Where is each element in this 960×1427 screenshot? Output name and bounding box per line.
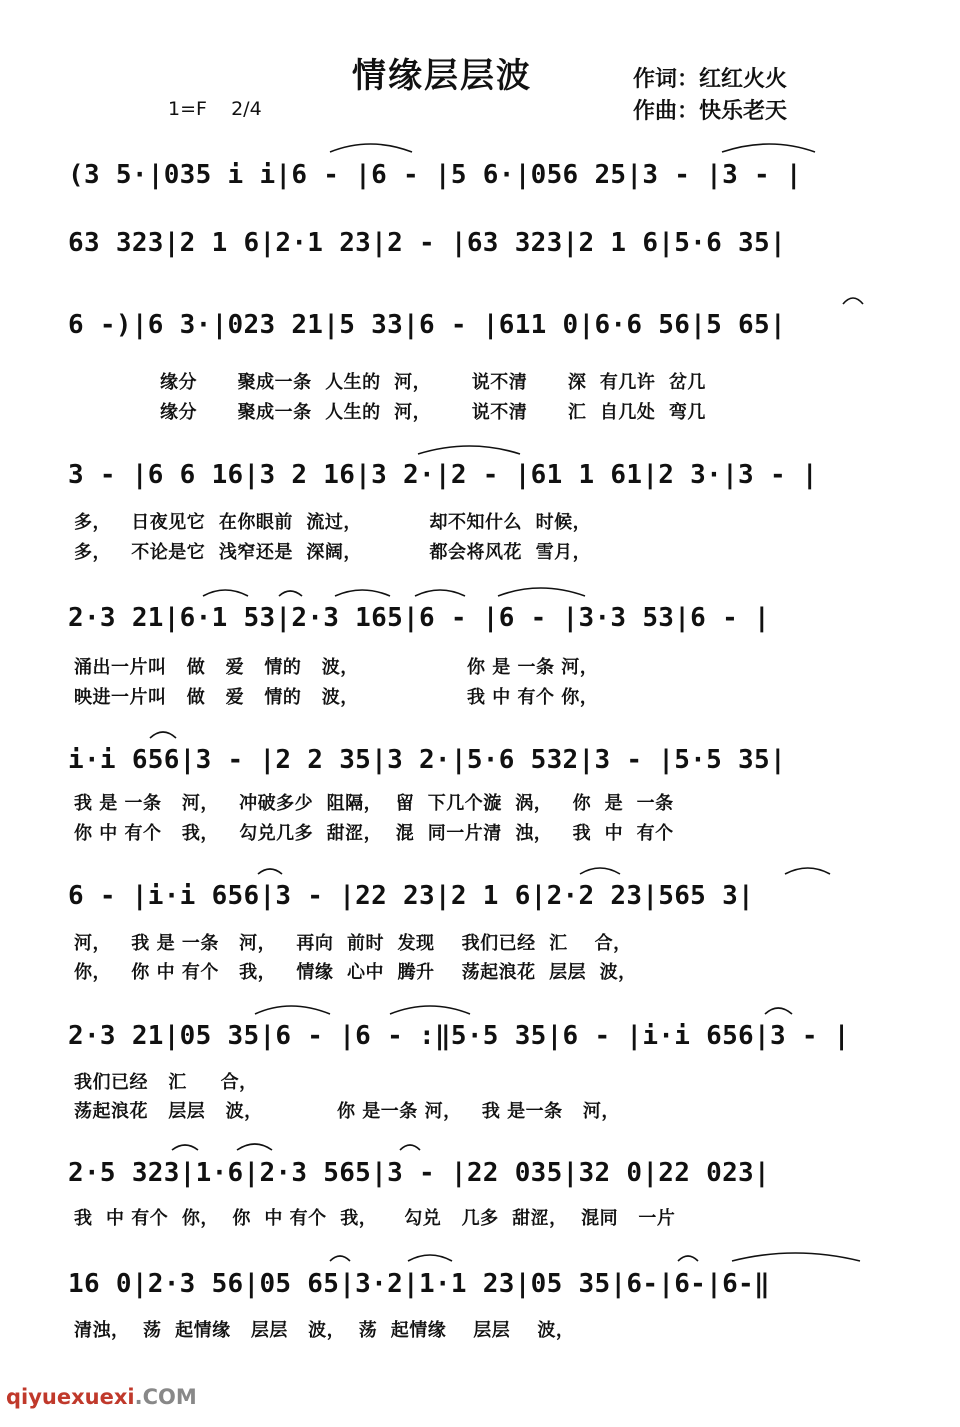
lyric-line: 我 中 有个 你， 你 中 有个 我， 勾兑 几多 甜涩， 混同 一片	[74, 1208, 676, 1229]
slur	[722, 144, 815, 152]
notation-row-7: 6 - |i·i 656|3 - |22 23|2 1 6|2·2 23|565 3|	[68, 881, 754, 911]
notation-row-10: 16 0|2·3 56|05 65|3·2|1·1 23|05 35|6-|6-|6-‖	[68, 1269, 770, 1299]
lyric-line: 映进一片叫 做 爱 情的 波， 我 中 有个 你，	[74, 687, 599, 708]
notation-row-2: 63 323|2 1 6|2·1 23|2 - |63 323|2 1 6|5·6 35|	[68, 228, 786, 258]
lyric-line: 缘分 聚成一条 人生的 河， 说不清 深 有几许 岔几	[160, 372, 706, 393]
slur	[843, 298, 863, 304]
notation-row-3: 6 -)|6 3·|023 21|5 33|6 - |611 0|6·6 56|5 65|	[68, 310, 786, 340]
lyric-line: 多， 日夜见它 在你眼前 流过， 却不知什么 时候，	[74, 512, 592, 533]
slur	[258, 869, 282, 874]
slur	[408, 1255, 452, 1261]
lyric-line: 缘分 聚成一条 人生的 河， 说不清 汇 自几处 弯几	[160, 402, 706, 423]
slur	[279, 591, 302, 596]
site-watermark	[6, 1385, 197, 1409]
lyric-line: 河， 我 是 一条 河， 再向 前时 发现 我们已经 汇 合，	[74, 933, 632, 954]
slur	[335, 590, 390, 596]
notation-row-9: 2·5 323|1·6|2·3 565|3 - |22 035|32 0|22 023|	[68, 1158, 770, 1188]
slur	[203, 590, 248, 596]
lyric-line: 我 是 一条 河， 冲破多少 阻隔， 留 下几个漩 涡， 你 是 一条	[74, 793, 674, 814]
lyric-line: 我们已经 汇 合，	[74, 1072, 258, 1093]
composer-credit: 作曲：快乐老天	[633, 99, 788, 124]
slur	[150, 732, 176, 738]
slur	[390, 1006, 470, 1014]
lyric-line: 你， 你 中 有个 我， 情缘 心中 腾升 荡起浪花 层层 波，	[74, 962, 637, 983]
notation-row-4: 3 - |6 6 16|3 2 16|3 2·|2 - |61 1 61|2 3·|3 - |	[68, 460, 818, 490]
lyric-line: 多， 不论是它 浅窄还是 深阔， 都会将风花 雪月，	[74, 542, 592, 563]
slur	[765, 1008, 792, 1014]
slur	[678, 1256, 698, 1261]
slur	[415, 590, 465, 596]
notation-row-6: i·i 656|3 - |2 2 35|3 2·|5·6 532|3 - |5·5 35|	[68, 745, 786, 775]
watermark-domain: .COM	[134, 1385, 197, 1409]
slur	[400, 1145, 420, 1150]
notation-row-1: (3 5·|035 i i|6 - |6 - |5 6·|056 25|3 - |3 - |	[68, 160, 802, 190]
key-time-signature: 1=F 2/4	[168, 98, 262, 120]
lyric-line: 涌出一片叫 做 爱 情的 波， 你 是 一条 河，	[74, 657, 599, 678]
slur	[580, 868, 620, 874]
lyric-line: 你 中 有个 我， 勾兑几多 甜涩， 混 同一片清 浊， 我 中 有个	[74, 823, 674, 844]
slur	[172, 1145, 198, 1150]
slur	[732, 1253, 860, 1261]
slur	[498, 588, 585, 596]
slur	[330, 144, 412, 152]
slur	[330, 1256, 350, 1261]
page-title: 情缘层层波	[352, 56, 532, 96]
slur	[255, 1006, 330, 1014]
slur	[785, 868, 830, 874]
lyric-line: 清浊， 荡 起情缘 层层 波， 荡 起情缘 层层 波，	[74, 1320, 575, 1341]
slur	[418, 446, 520, 454]
notation-row-8: 2·3 21|05 35|6 - |6 - :‖5·5 35|6 - |i·i 656|3 - |	[68, 1021, 850, 1051]
lyric-line: 荡起浪花 层层 波， 你 是一条 河， 我 是一条 河，	[74, 1101, 620, 1122]
lyricist-credit: 作词：红红火火	[633, 67, 788, 92]
slur	[237, 1144, 272, 1150]
watermark-site: qiyuexuexi	[6, 1385, 135, 1409]
notation-row-5: 2·3 21|6·1 53|2·3 165|6 - |6 - |3·3 53|6 - |	[68, 603, 770, 633]
